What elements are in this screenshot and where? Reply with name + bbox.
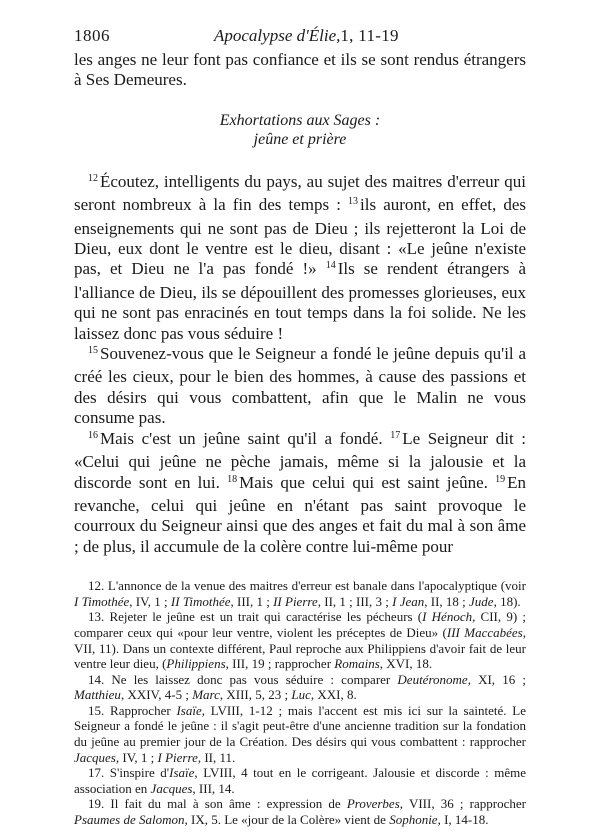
note-text: , XI, 16 ; — [467, 671, 526, 687]
book-ref: Sophonie — [389, 812, 438, 828]
book-ref: II Pierre — [273, 593, 318, 609]
verse-number-14: 14 — [325, 260, 336, 272]
book-ref: Deutéronome — [397, 671, 468, 687]
book-ref: III Maccabées — [446, 624, 523, 640]
note-text: , III, 1 ; — [230, 593, 274, 609]
note-text: , LVIII, 4 tout en le corrigeant. Jalousie et discorde : même association en — [74, 765, 527, 796]
note-text: , LVIII, 1-12 ; mais l'accent est mis ici sur la sainteté. Le Seigneur a fondé le jeûne : il s'agit peut-être d'une ancienne tradition sur la fondation du jeûne au premier jour de la Création. Des désirs qui vous combattent : rapprocher — [74, 702, 526, 750]
footnote-17 — [74, 765, 526, 796]
book-ref: I Timothée — [74, 593, 130, 609]
book-ref: Matthieu — [74, 687, 121, 703]
verse-14-text: Ils se rendent étrangers à l'alliance de Dieu, ils se dépouillent des promesses glorieuses, eux qui ne sont pas enracinés en tout temps dans la foi solide. Ne les laissez donc pas vous séduire ! — [74, 259, 526, 343]
note-text: 15. Rapprocher — [88, 702, 177, 718]
note-text: , II, 11. — [197, 749, 236, 765]
paragraph-15 — [74, 344, 526, 429]
verse-12-text: Écoutez, intelligents du pays, au sujet des maitres d'erreur qui seront nombreux à la fin des temps : — [74, 171, 526, 215]
book-ref: Proverbes — [346, 796, 400, 812]
note-text: , XXIV, 4-5 ; — [120, 687, 193, 703]
book-ref: I Pierre — [157, 749, 198, 765]
note-text: , XIII, 5, 23 ; — [219, 687, 292, 703]
verse-19-text: En revanche, celui qui jeûne en n'étant pas saint provoque le courroux du Seigneur ainsi que des anges et fait du mal à son âme ; de plus, il accumule de la colère contre lui-même pour — [74, 472, 526, 556]
verse-number-12: 12 — [88, 172, 98, 184]
book-ref: Jacques — [74, 749, 116, 765]
verse-number-17: 17 — [390, 429, 401, 441]
section-title-line-1: Exhortations aux Sages : — [219, 111, 381, 129]
note-text: 12. L'annonce de la venue des maitres d'erreur est banale dans l'apocalyptique (voir — [88, 578, 526, 594]
note-text: , VIII, 36 ; rapprocher — [399, 796, 526, 812]
note-text: , I, 14-18. — [437, 812, 489, 828]
page-number: 1806 — [74, 26, 110, 45]
verse-number-13: 13 — [348, 196, 359, 208]
continued-paragraph: les anges ne leur font pas confiance et ils se sont rendus étrangers à Ses Demeures. — [74, 50, 526, 90]
book-ref: II Timothée — [170, 593, 231, 609]
note-text: 19. Il fait du mal à son âme : expression de — [88, 796, 347, 812]
footnote-13 — [74, 609, 526, 671]
chapter-reference: 1, 11-19 — [340, 26, 399, 45]
paragraph-16-19 — [74, 429, 526, 557]
note-text: , II, 1 ; III, 3 ; — [317, 593, 393, 609]
verse-15-text: Souvenez-vous que le Seigneur a fondé le jeûne depuis qu'il a créé les cieux, pour le bien des hommes, à cause des passions et des désirs qui vous combattent, afin que le Malin ne vous consume pas. — [74, 344, 526, 428]
book-ref: Psaumes de Salomon — [74, 812, 185, 828]
book-ref: I Jean — [392, 593, 425, 609]
verse-17-text: Le Seigneur dit : «Celui qui jeûne ne pèche jamais, même si la jalousie et la discorde sont en lui. — [74, 428, 526, 492]
note-text: , 18). — [493, 593, 521, 609]
footnotes — [74, 578, 526, 828]
verse-number-19: 19 — [495, 473, 506, 485]
note-text: , IX, 5. Le «jour de la Colère» vient de — [184, 812, 390, 828]
note-text: , VII, 11). Dans un contexte différent, Paul reproche aux Philippiens d'avoir fait de leur ventre leur dieu, ( — [74, 624, 526, 672]
note-text: , III, 14. — [192, 780, 235, 796]
verse-18-text: Mais que celui qui est saint jeûne. — [239, 472, 496, 492]
note-text: , XXI, 8. — [310, 687, 357, 703]
book-ref: Jude — [469, 593, 494, 609]
footnote-15 — [74, 703, 526, 765]
book-ref: Jacques — [150, 780, 193, 796]
verse-13-text: ils auront, en effet, des enseignements qui ne sont pas de Dieu ; ils rejetteront la Loi de Dieu, eux dont le ventre est le dieu, disant : «Le jeûne n'existe pas, et Dieu ne l'a pas fondé !» — [74, 195, 526, 279]
note-text: 13. Rejeter le jeûne est un trait qui caractérise les pécheurs ( — [88, 609, 423, 625]
book-ref: Isaïe — [176, 702, 202, 718]
book-ref: Luc — [291, 687, 311, 703]
book-ref: Romains — [334, 656, 380, 672]
footnote-19 — [74, 796, 526, 827]
verse-number-18: 18 — [227, 473, 238, 485]
note-text: , IV, 1 ; — [129, 593, 171, 609]
paragraph-12-14 — [74, 172, 526, 344]
verse-16-text: Mais c'est un jeûne saint qu'il a fondé. — [100, 428, 391, 448]
book-ref: Marc — [192, 687, 220, 703]
note-text: 17. S'inspire d' — [88, 765, 170, 781]
note-text: 14. Ne les laissez donc pas vous séduire : comparer — [88, 671, 398, 687]
section-title — [74, 111, 526, 149]
verse-number-15: 15 — [88, 345, 98, 357]
verse-number-16: 16 — [88, 429, 98, 441]
main-text — [74, 50, 526, 557]
running-header — [74, 26, 526, 50]
footnote-12 — [74, 578, 526, 609]
note-text: , CII, 9) ; comparer ceux qui «pour leur ventre, violent les préceptes de Dieu» ( — [74, 609, 526, 640]
note-text: , II, 18 ; — [424, 593, 470, 609]
book-ref: Isaïe — [169, 765, 195, 781]
note-text: , IV, 1 ; — [115, 749, 158, 765]
footnote-14 — [74, 672, 526, 703]
book-ref: Philippiens — [166, 656, 226, 672]
section-title-line-2: jeûne et prière — [253, 130, 347, 148]
note-text: , III, 19 ; rapprocher — [225, 656, 335, 672]
book-ref: I Hénoch — [422, 609, 473, 625]
book-title: Apocalypse d'Élie, — [214, 26, 341, 45]
page — [74, 26, 526, 828]
note-text: , XVI, 18. — [379, 656, 433, 672]
